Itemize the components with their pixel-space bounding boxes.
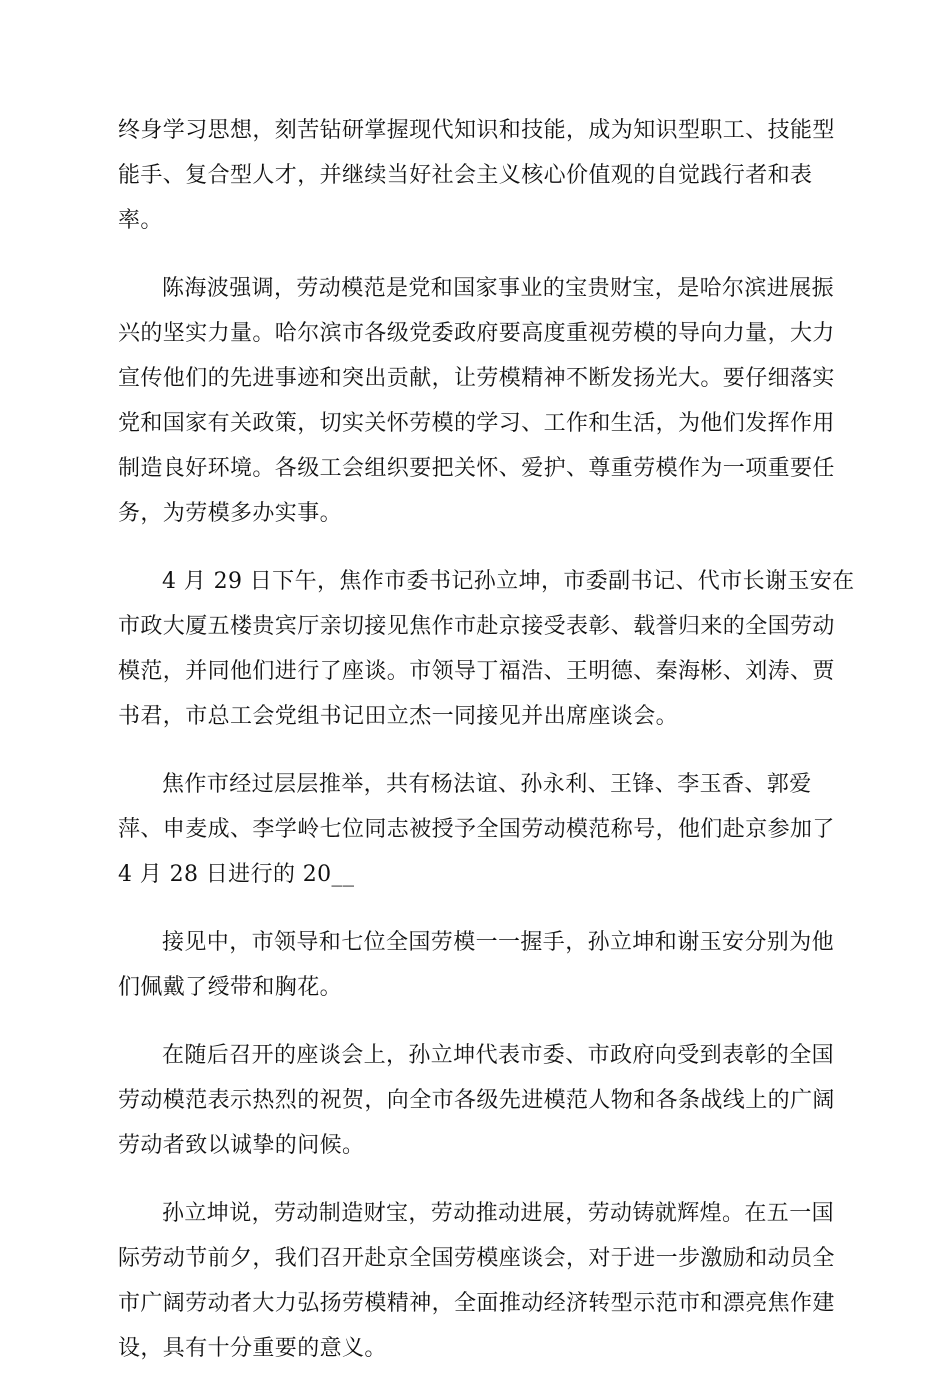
paragraph-line: 4 月 28 日进行的 20__: [118, 862, 355, 887]
paragraph-line: 务，为劳模多办实事。: [118, 501, 343, 526]
document-body: [118, 108, 855, 1394]
paragraph-line: 接见中，市领导和七位全国劳模一一握手，孙立坤和谢玉安分别为他: [162, 930, 835, 955]
paragraph-line: 率。: [118, 208, 163, 233]
paragraph-line: 际劳动节前夕，我们召开赴京全国劳模座谈会，对于进一步激励和动员全: [118, 1246, 835, 1271]
paragraph-line: 焦作市经过层层推举，共有杨法谊、孙永利、王锋、李玉香、郭爱: [162, 772, 812, 797]
paragraph-line: 市政大厦五楼贵宾厅亲切接见焦作市赴京接受表彰、载誉归来的全国劳动: [118, 614, 835, 639]
paragraph-line: 党和国家有关政策，切实关怀劳模的学习、工作和生活，为他们发挥作用: [118, 411, 835, 436]
paragraph-line: 孙立坤说，劳动制造财宝，劳动推动进展，劳动铸就辉煌。在五一国: [162, 1201, 835, 1226]
paragraph-line: 萍、申麦成、李学岭七位同志被授予全国劳动模范称号，他们赴京参加了: [118, 817, 835, 842]
paragraph-4: [118, 762, 833, 897]
paragraph-line: 模范，并同他们进行了座谈。市领导丁福浩、王明德、秦海彬、刘涛、贾: [118, 659, 835, 684]
paragraph-line: 劳动者致以诚挚的问候。: [118, 1133, 365, 1158]
paragraph-1: [118, 108, 833, 243]
paragraph-5: [118, 920, 833, 1010]
paragraph-line: 设，具有十分重要的意义。: [118, 1336, 387, 1361]
paragraph-line: 在随后召开的座谈会上，孙立坤代表市委、市政府向受到表彰的全国: [162, 1043, 835, 1068]
paragraph-line: 们佩戴了绶带和胸花。: [118, 975, 343, 1000]
paragraph-6: [118, 1033, 833, 1168]
paragraph-line: 书君，市总工会党组书记田立杰一同接见并出席座谈会。: [118, 704, 679, 729]
paragraph-line: 兴的坚实力量。哈尔滨市各级党委政府要高度重视劳模的导向力量，大力: [118, 321, 835, 346]
paragraph-7: [118, 1191, 833, 1371]
paragraph-line: 市广阔劳动者大力弘扬劳模精神，全面推动经济转型示范市和漂亮焦作建: [118, 1291, 835, 1316]
paragraph-line: 陈海波强调，劳动模范是党和国家事业的宝贵财宝，是哈尔滨进展振: [162, 276, 835, 301]
paragraph-3: [118, 559, 855, 739]
paragraph-line: 劳动模范表示热烈的祝贺，向全市各级先进模范人物和各条战线上的广阔: [118, 1088, 835, 1113]
paragraph-line: 宣传他们的先进事迹和突出贡献，让劳模精神不断发扬光大。要仔细落实: [118, 366, 835, 391]
paragraph-2: [118, 266, 833, 536]
paragraph-line: 终身学习思想，刻苦钻研掌握现代知识和技能，成为知识型职工、技能型: [118, 118, 835, 143]
paragraph-line: 制造良好环境。各级工会组织要把关怀、爱护、尊重劳模作为一项重要任: [118, 456, 835, 481]
paragraph-line: 能手、复合型人才，并继续当好社会主义核心价值观的自觉践行者和表: [118, 163, 813, 188]
paragraph-line: 4 月 29 日下午，焦作市委书记孙立坤，市委副书记、代市长谢玉安在: [162, 569, 855, 594]
